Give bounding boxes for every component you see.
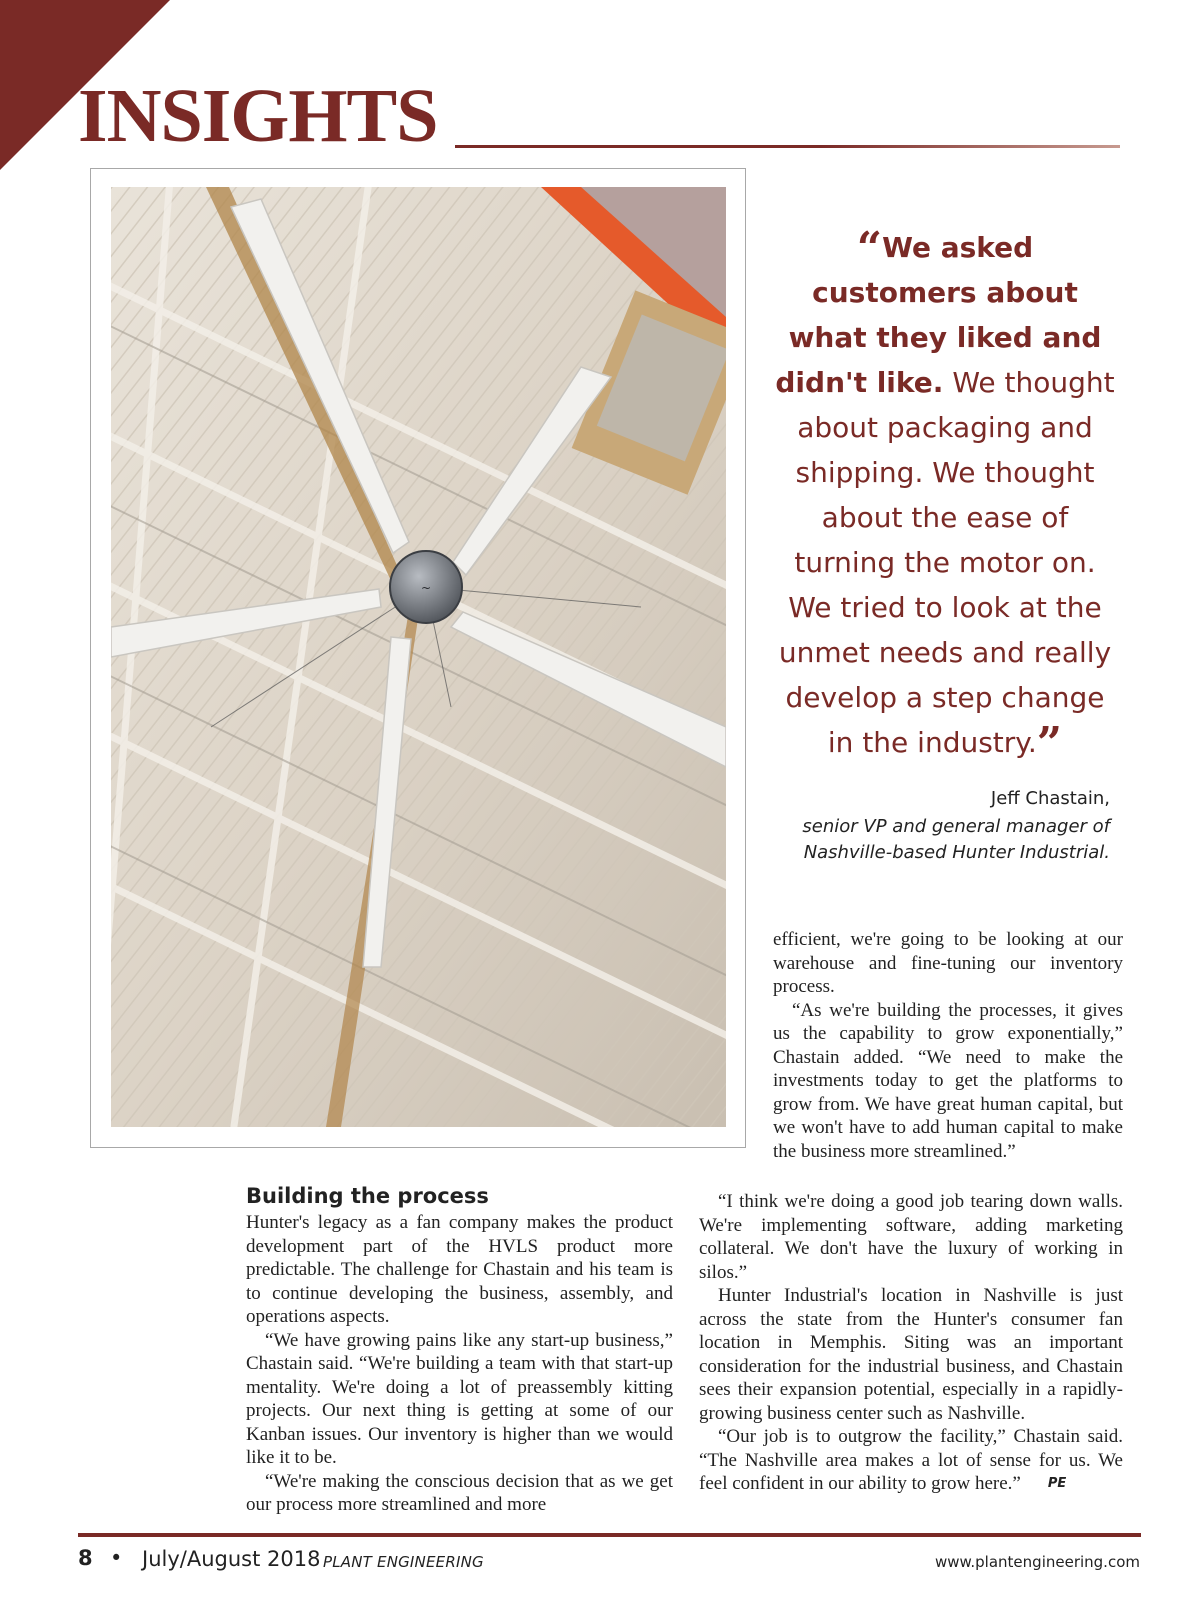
paragraph: Hunter's legacy as a fan company makes the product development part of the HVLS product more predictable. The challenge for Chastain and his team is to continue developing the business, assembly, and operations aspects. (246, 1212, 673, 1327)
attribution-role (770, 814, 1110, 866)
section-title: INSIGHTS (78, 74, 438, 158)
open-quote-mark: “ (856, 223, 883, 274)
footer-rule (78, 1533, 1141, 1537)
issue-date: July/August 2018 (142, 1547, 321, 1571)
pe-end-mark: PE (1047, 1476, 1067, 1491)
pull-quote (770, 223, 1120, 769)
website-url: www.plantengineering.com (934, 1553, 1140, 1571)
article-column-right (699, 1190, 1123, 1496)
attribution-role-line: Nashville-based Hunter Industrial. (803, 842, 1110, 863)
article-column-right-top (773, 928, 1123, 1163)
paragraph: “We have growing pains like any start-up business,” Chastain said. “We're building a team with that start-up mentality. We're doing a lot of preassembly kitting projects. Our next thing is getting at some of our Kanban issues. Our inventory is higher than we would like it to be. (246, 1329, 673, 1468)
photo-frame (90, 168, 746, 1148)
attribution-role-line: senior VP and general manager of (802, 816, 1110, 837)
paragraph: “As we're building the processes, it gives us the capability to grow exponentially,” Chastain added. “We need to make the investments today to get the platforms to grow from. We have great human capital, but we won't have to add human capital to make the business more streamlined.” (773, 999, 1123, 1162)
paragraph: Hunter Industrial's location in Nashville is just across the state from the Hunter's consumer fan location in Memphis. Siting was an important consideration for the industrial business, and Chastain sees their expansion potential, especially in a rapidly-growing business center such as Nashville. (699, 1285, 1123, 1424)
pull-quote-text: We thought about packaging and shipping. We thought about the ease of turning the motor on. We tried to look at the unmet needs and really develop a step change in the industry. (778, 366, 1115, 759)
ceiling-fan-photo (111, 187, 726, 1127)
publication-name: PLANT ENGINEERING (323, 1553, 484, 1571)
article-column-left (246, 1183, 673, 1517)
svg-text:~: ~ (420, 581, 432, 595)
attribution-name: Jeff Chastain, (990, 788, 1110, 809)
close-quote-mark: ” (1036, 718, 1063, 769)
paragraph: “I think we're doing a good job tearing down walls. We're implementing software, adding marketing collateral. We don't have the luxury of working in silos.” (699, 1191, 1123, 1283)
title-rule (455, 145, 1120, 148)
subhead: Building the process (246, 1184, 489, 1208)
pull-quote-bold: We asked customers about what they liked and didn't like. (775, 231, 1102, 399)
paragraph-text: “Our job is to outgrow the facility,” Chastain said. “The Nashville area makes a lot of sense for us. We feel confident in our ability to grow here.” (699, 1426, 1123, 1494)
page-number: 8 (78, 1546, 93, 1570)
footer-bullet: • (110, 1546, 123, 1570)
paragraph: efficient, we're going to be looking at our warehouse and fine-tuning our inventory process. (773, 929, 1123, 997)
paragraph: “We're making the conscious decision that as we get our process more streamlined and more (246, 1470, 673, 1515)
paragraph (699, 1425, 1123, 1496)
